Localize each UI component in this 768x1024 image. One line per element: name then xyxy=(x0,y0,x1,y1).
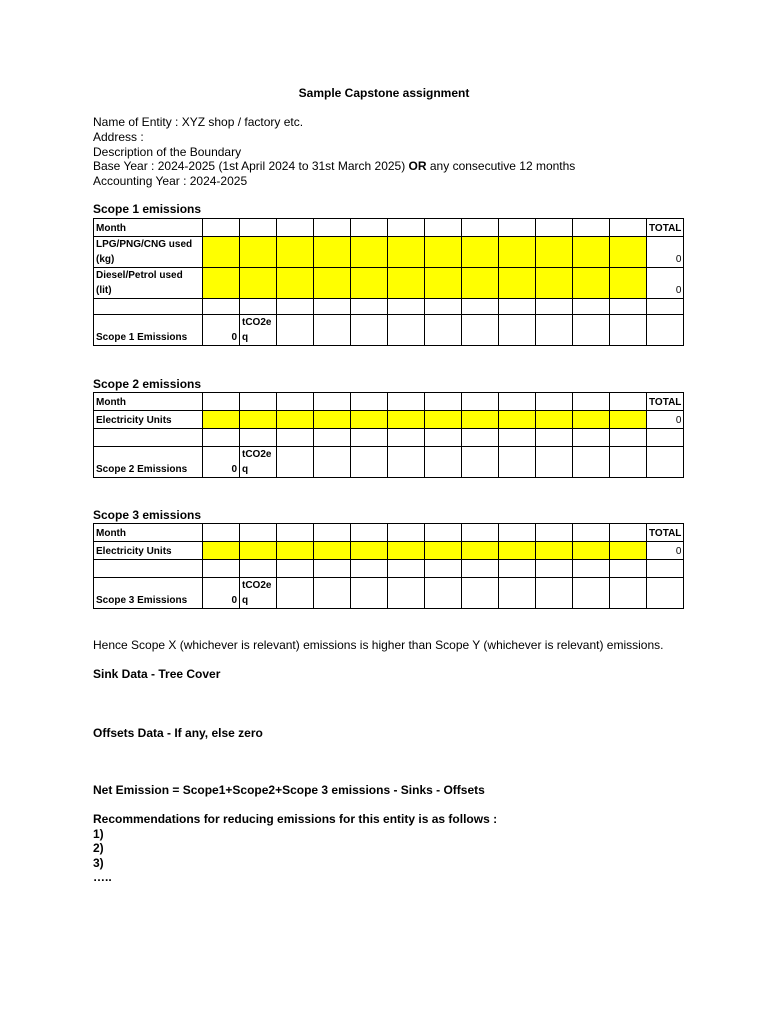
month-label: Month xyxy=(94,219,203,237)
scope2-emissions-row xyxy=(94,447,684,478)
blank-cell xyxy=(573,299,610,315)
input-cell[interactable] xyxy=(277,237,314,268)
scope1-emissions-row xyxy=(94,315,684,346)
recommendation-item: 1) xyxy=(93,826,104,841)
blank-cell xyxy=(240,299,277,315)
month-cell[interactable] xyxy=(462,219,499,237)
input-cell[interactable] xyxy=(314,268,351,299)
month-cell[interactable] xyxy=(536,524,573,542)
input-cell[interactable] xyxy=(351,411,388,429)
input-cell[interactable] xyxy=(388,542,425,560)
scope1-emissions-value: 0 xyxy=(203,315,240,346)
blank-cell xyxy=(462,315,499,346)
input-cell[interactable] xyxy=(499,237,536,268)
scope3-emissions-row xyxy=(94,578,684,609)
blank-cell xyxy=(240,560,277,578)
blank-cell xyxy=(351,578,388,609)
month-cell[interactable] xyxy=(425,393,462,411)
document-title: Sample Capstone assignment xyxy=(298,86,470,100)
month-cell[interactable] xyxy=(351,393,388,411)
scope2-month-row xyxy=(94,393,684,411)
blank-cell xyxy=(536,315,573,346)
base-year-text: Base Year : 2024-2025 (1st April 2024 to 31st March 2025) xyxy=(93,159,409,174)
base-year-or: OR xyxy=(408,159,427,174)
input-cell[interactable] xyxy=(240,237,277,268)
month-cell[interactable] xyxy=(462,524,499,542)
accounting-year-line: Accounting Year : 2024-2025 xyxy=(93,174,248,189)
input-cell[interactable] xyxy=(462,237,499,268)
month-cell[interactable] xyxy=(536,219,573,237)
blank-cell xyxy=(573,447,610,478)
input-cell[interactable] xyxy=(425,268,462,299)
blank-cell xyxy=(536,447,573,478)
input-cell[interactable] xyxy=(499,411,536,429)
scope1-blank-row xyxy=(94,299,684,315)
blank-cell xyxy=(499,299,536,315)
blank-cell xyxy=(610,429,647,447)
input-cell[interactable] xyxy=(573,237,610,268)
blank-cell xyxy=(536,429,573,447)
blank-cell xyxy=(499,315,536,346)
blank-cell xyxy=(647,578,684,609)
blank-cell xyxy=(425,560,462,578)
month-cell[interactable] xyxy=(388,393,425,411)
month-cell[interactable] xyxy=(314,524,351,542)
month-cell[interactable] xyxy=(203,219,240,237)
month-cell[interactable] xyxy=(351,524,388,542)
blank-cell xyxy=(610,578,647,609)
blank-cell xyxy=(203,299,240,315)
blank-cell xyxy=(351,447,388,478)
input-cell[interactable] xyxy=(203,268,240,299)
month-cell[interactable] xyxy=(610,524,647,542)
blank-cell xyxy=(94,429,203,447)
blank-cell xyxy=(388,560,425,578)
input-cell[interactable] xyxy=(425,542,462,560)
input-cell[interactable] xyxy=(573,411,610,429)
entity-name-line: Name of Entity : XYZ shop / factory etc. xyxy=(93,115,304,129)
blank-cell xyxy=(277,560,314,578)
scope1-emissions-label: Scope 1 Emissions xyxy=(94,315,203,346)
input-cell[interactable] xyxy=(277,542,314,560)
input-cell[interactable] xyxy=(203,237,240,268)
input-cell[interactable] xyxy=(388,268,425,299)
input-cell[interactable] xyxy=(536,237,573,268)
blank-cell xyxy=(314,447,351,478)
recommendation-item: 2) xyxy=(93,841,104,855)
input-cell[interactable] xyxy=(314,542,351,560)
blank-cell xyxy=(277,315,314,346)
recommendation-item: ….. xyxy=(93,870,112,884)
input-cell[interactable] xyxy=(203,411,240,429)
input-cell[interactable] xyxy=(425,237,462,268)
blank-cell xyxy=(425,315,462,346)
scope3-blank-row xyxy=(94,560,684,578)
month-cell[interactable] xyxy=(536,393,573,411)
input-cell[interactable] xyxy=(536,542,573,560)
blank-cell xyxy=(388,315,425,346)
scope3-table xyxy=(93,523,684,609)
blank-cell xyxy=(277,447,314,478)
input-cell[interactable] xyxy=(610,237,647,268)
blank-cell xyxy=(499,560,536,578)
blank-cell xyxy=(536,578,573,609)
input-cell[interactable] xyxy=(388,237,425,268)
scope1-heading: Scope 1 emissions xyxy=(93,202,202,216)
blank-cell xyxy=(203,560,240,578)
blank-cell xyxy=(314,315,351,346)
month-cell[interactable] xyxy=(462,393,499,411)
month-cell[interactable] xyxy=(573,524,610,542)
unit-label: tCO2eq xyxy=(240,447,277,478)
blank-cell xyxy=(388,429,425,447)
blank-cell xyxy=(610,560,647,578)
blank-cell xyxy=(573,429,610,447)
blank-cell xyxy=(499,578,536,609)
diesel-label: Diesel/Petrol used (lit) xyxy=(94,268,203,299)
month-cell[interactable] xyxy=(610,393,647,411)
net-emission-formula: Net Emission = Scope1+Scope2+Scope 3 emissions - Sinks - Offsets xyxy=(93,783,485,797)
blank-cell xyxy=(647,560,684,578)
blank-cell xyxy=(314,578,351,609)
blank-cell xyxy=(462,560,499,578)
month-cell[interactable] xyxy=(314,219,351,237)
blank-cell xyxy=(425,447,462,478)
input-cell[interactable] xyxy=(240,268,277,299)
blank-cell xyxy=(499,447,536,478)
blank-cell xyxy=(647,315,684,346)
fuel-gas-total: 0 xyxy=(647,237,684,268)
electricity-total: 0 xyxy=(647,411,684,429)
input-cell[interactable] xyxy=(351,542,388,560)
blank-cell xyxy=(499,429,536,447)
input-cell[interactable] xyxy=(425,411,462,429)
blank-cell xyxy=(462,578,499,609)
total-label: TOTAL xyxy=(647,219,684,237)
electricity-label: Electricity Units xyxy=(94,542,203,560)
input-cell[interactable] xyxy=(462,542,499,560)
recommendations-heading: Recommendations for reducing emissions for this entity is as follows : xyxy=(93,812,498,826)
month-cell[interactable] xyxy=(573,393,610,411)
blank-cell xyxy=(610,315,647,346)
entity-info xyxy=(93,115,575,189)
scope2-table xyxy=(93,392,684,478)
blank-cell xyxy=(536,560,573,578)
month-cell[interactable] xyxy=(388,524,425,542)
blank-cell xyxy=(647,447,684,478)
blank-cell xyxy=(240,429,277,447)
input-cell[interactable] xyxy=(610,411,647,429)
input-cell[interactable] xyxy=(610,268,647,299)
input-cell[interactable] xyxy=(573,268,610,299)
month-cell[interactable] xyxy=(203,393,240,411)
scope2-electricity-row xyxy=(94,411,684,429)
scope2-emissions-value: 0 xyxy=(203,447,240,478)
blank-cell xyxy=(314,299,351,315)
month-cell[interactable] xyxy=(610,219,647,237)
month-label: Month xyxy=(94,393,203,411)
month-cell[interactable] xyxy=(425,219,462,237)
electricity-total: 0 xyxy=(647,542,684,560)
blank-cell xyxy=(573,315,610,346)
scope1-fuel-row xyxy=(94,237,684,268)
input-cell[interactable] xyxy=(610,542,647,560)
month-cell[interactable] xyxy=(573,219,610,237)
input-cell[interactable] xyxy=(351,268,388,299)
scope3-month-row xyxy=(94,524,684,542)
month-cell[interactable] xyxy=(499,393,536,411)
blank-cell xyxy=(351,315,388,346)
scope1-table xyxy=(93,218,684,346)
blank-cell xyxy=(610,299,647,315)
blank-cell xyxy=(94,560,203,578)
blank-cell xyxy=(462,429,499,447)
input-cell[interactable] xyxy=(314,237,351,268)
input-cell[interactable] xyxy=(277,411,314,429)
scope2-emissions-label: Scope 2 Emissions xyxy=(94,447,203,478)
blank-cell xyxy=(351,560,388,578)
blank-cell xyxy=(610,447,647,478)
scope3-emissions-label: Scope 3 Emissions xyxy=(94,578,203,609)
month-cell[interactable] xyxy=(203,524,240,542)
input-cell[interactable] xyxy=(462,268,499,299)
total-label: TOTAL xyxy=(647,524,684,542)
blank-cell xyxy=(388,447,425,478)
month-cell[interactable] xyxy=(351,219,388,237)
recommendation-item: 3) xyxy=(93,855,104,870)
blank-cell xyxy=(277,429,314,447)
month-cell[interactable] xyxy=(425,524,462,542)
blank-cell xyxy=(351,429,388,447)
month-cell[interactable] xyxy=(277,219,314,237)
blank-cell xyxy=(314,429,351,447)
input-cell[interactable] xyxy=(314,411,351,429)
conclusion-text: Hence Scope X (whichever is relevant) emissions is higher than Scope Y (whichever is relevant) emissions. xyxy=(93,638,664,652)
input-cell[interactable] xyxy=(240,542,277,560)
address-line: Address : xyxy=(93,129,144,144)
month-cell[interactable] xyxy=(277,393,314,411)
blank-cell xyxy=(388,578,425,609)
blank-cell xyxy=(536,299,573,315)
month-cell[interactable] xyxy=(499,524,536,542)
input-cell[interactable] xyxy=(462,411,499,429)
input-cell[interactable] xyxy=(499,268,536,299)
scope2-heading: Scope 2 emissions xyxy=(93,377,202,391)
blank-cell xyxy=(462,447,499,478)
blank-cell xyxy=(647,299,684,315)
unit-label: tCO2eq xyxy=(240,578,277,609)
scope1-month-row xyxy=(94,219,684,237)
input-cell[interactable] xyxy=(277,268,314,299)
fuel-gas-label: LPG/PNG/CNG used (kg) xyxy=(94,237,203,268)
month-label: Month xyxy=(94,524,203,542)
scope3-heading: Scope 3 emissions xyxy=(93,508,202,522)
blank-cell xyxy=(314,560,351,578)
month-cell[interactable] xyxy=(388,219,425,237)
input-cell[interactable] xyxy=(573,542,610,560)
month-cell[interactable] xyxy=(240,393,277,411)
input-cell[interactable] xyxy=(388,411,425,429)
blank-cell xyxy=(573,578,610,609)
blank-cell xyxy=(203,429,240,447)
input-cell[interactable] xyxy=(536,268,573,299)
base-year-line xyxy=(93,159,575,174)
unit-label: tCO2eq xyxy=(240,315,277,346)
blank-cell xyxy=(573,560,610,578)
input-cell[interactable] xyxy=(240,411,277,429)
input-cell[interactable] xyxy=(351,237,388,268)
month-cell[interactable] xyxy=(499,219,536,237)
blank-cell xyxy=(388,299,425,315)
scope3-electricity-row xyxy=(94,542,684,560)
total-label: TOTAL xyxy=(647,393,684,411)
month-cell[interactable] xyxy=(314,393,351,411)
month-cell[interactable] xyxy=(277,524,314,542)
input-cell[interactable] xyxy=(203,542,240,560)
blank-cell xyxy=(277,299,314,315)
sink-data-heading: Sink Data - Tree Cover xyxy=(93,667,221,681)
month-cell[interactable] xyxy=(240,524,277,542)
blank-cell xyxy=(462,299,499,315)
blank-cell xyxy=(277,578,314,609)
recommendations xyxy=(93,812,497,885)
blank-cell xyxy=(647,429,684,447)
blank-cell xyxy=(425,299,462,315)
blank-cell xyxy=(94,299,203,315)
diesel-total: 0 xyxy=(647,268,684,299)
blank-cell xyxy=(425,578,462,609)
input-cell[interactable] xyxy=(499,542,536,560)
boundary-line: Description of the Boundary xyxy=(93,144,242,159)
blank-cell xyxy=(425,429,462,447)
scope3-emissions-value: 0 xyxy=(203,578,240,609)
input-cell[interactable] xyxy=(536,411,573,429)
blank-cell xyxy=(351,299,388,315)
scope2-blank-row xyxy=(94,429,684,447)
electricity-label: Electricity Units xyxy=(94,411,203,429)
month-cell[interactable] xyxy=(240,219,277,237)
scope1-diesel-row xyxy=(94,268,684,299)
base-year-suffix: any consecutive 12 months xyxy=(426,159,576,174)
offsets-data-heading: Offsets Data - If any, else zero xyxy=(93,726,263,740)
